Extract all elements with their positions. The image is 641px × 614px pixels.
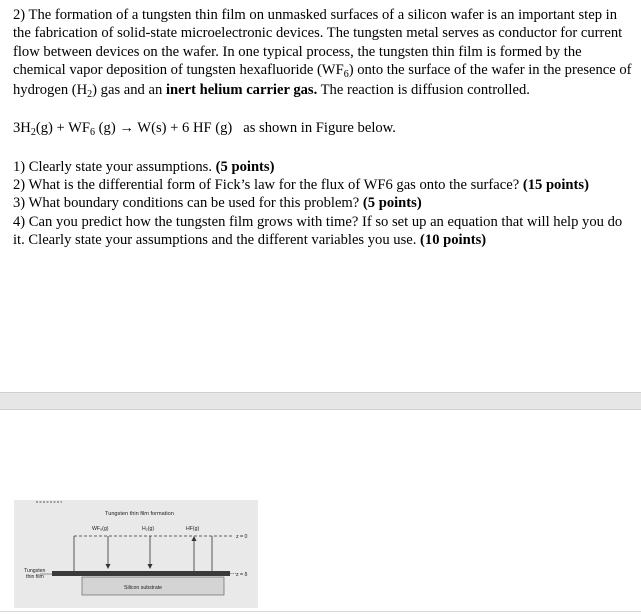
eq-part-3: (g) → W(s) + 6 HF (g) (95, 120, 233, 137)
intro-text-1: 2) The formation of a tungsten thin film on unmasked surfaces of a silicon wafer is an important step in the fabrication of solid-state microelectronic devices. The tungsten metal serves as conductor for current flow between devices on the wafer. In one typical process, the tungsten thin film is formed by the chemical vapor deposition of tungsten hexafluoride (WF (13, 7, 623, 78)
bottom-rule (0, 611, 641, 612)
gas-label-hf: HF(g) (186, 526, 200, 532)
question-item-1 (13, 158, 637, 176)
item-2-points: (15 points) (522, 177, 589, 194)
intro-text-4: The reaction is diffusion controlled. (317, 82, 530, 99)
eq-part-1: 3H (13, 120, 31, 137)
item-3-points: (5 points) (362, 195, 422, 212)
wf6-arrow-head (106, 564, 111, 569)
film-label-line-1: Tungsten (24, 568, 46, 574)
substrate-label: Silicon substrate (124, 585, 163, 591)
item-1-text: 1) Clearly state your assumptions. (13, 158, 216, 175)
eq-sub-1: 2 (30, 127, 36, 139)
gas-label-h2: H₂(g) (142, 526, 155, 532)
figure-tungsten-film (14, 500, 258, 608)
z-delta-label: z = δ (236, 572, 248, 578)
intro-text-2: ) onto the surface of the wafer in the presence of hydrogen (H (13, 61, 632, 99)
h2-arrow-head (148, 564, 153, 569)
question-item-3 (13, 194, 637, 212)
reaction-equation (13, 119, 637, 139)
intro-subscript-2: 2 (87, 89, 93, 101)
figure-title: Tungsten thin film formation (105, 511, 174, 517)
question-item-2 (13, 176, 637, 194)
question-item-4 (13, 213, 637, 250)
hf-arrow-head (192, 536, 197, 541)
eq-sub-2: 6 (90, 127, 96, 139)
item-4-points: (10 points) (420, 231, 487, 248)
intro-subscript-6: 6 (343, 68, 349, 80)
eq-suffix: as shown in Figure below. (232, 120, 396, 137)
z0-label: z = 0 (236, 534, 248, 540)
gas-label-wf6: WF₆(g) (92, 526, 109, 532)
intro-bold-text: inert helium carrier gas. (165, 82, 318, 99)
item-1-points: (5 points) (215, 158, 275, 175)
intro-paragraph (13, 6, 637, 101)
item-3-text: 3) What boundary conditions can be used for this problem? (13, 195, 363, 212)
tungsten-film-layer (52, 571, 230, 576)
film-label-line-2: thin film (26, 574, 44, 580)
item-2-text: 2) What is the differential form of Fick’s law for the flux of WF6 gas onto the surface? (13, 177, 523, 194)
figure-diagram (14, 500, 258, 608)
section-divider (0, 392, 641, 410)
eq-part-2: (g) + WF (35, 120, 91, 137)
intro-text-3: ) gas and an (92, 82, 166, 99)
item-4-text: 4) Can you predict how the tungsten film grows with time? If so set up an equation that will help you do it. Clearly state your assumptions and the different variables you use. (13, 213, 623, 248)
question-text (13, 6, 637, 249)
